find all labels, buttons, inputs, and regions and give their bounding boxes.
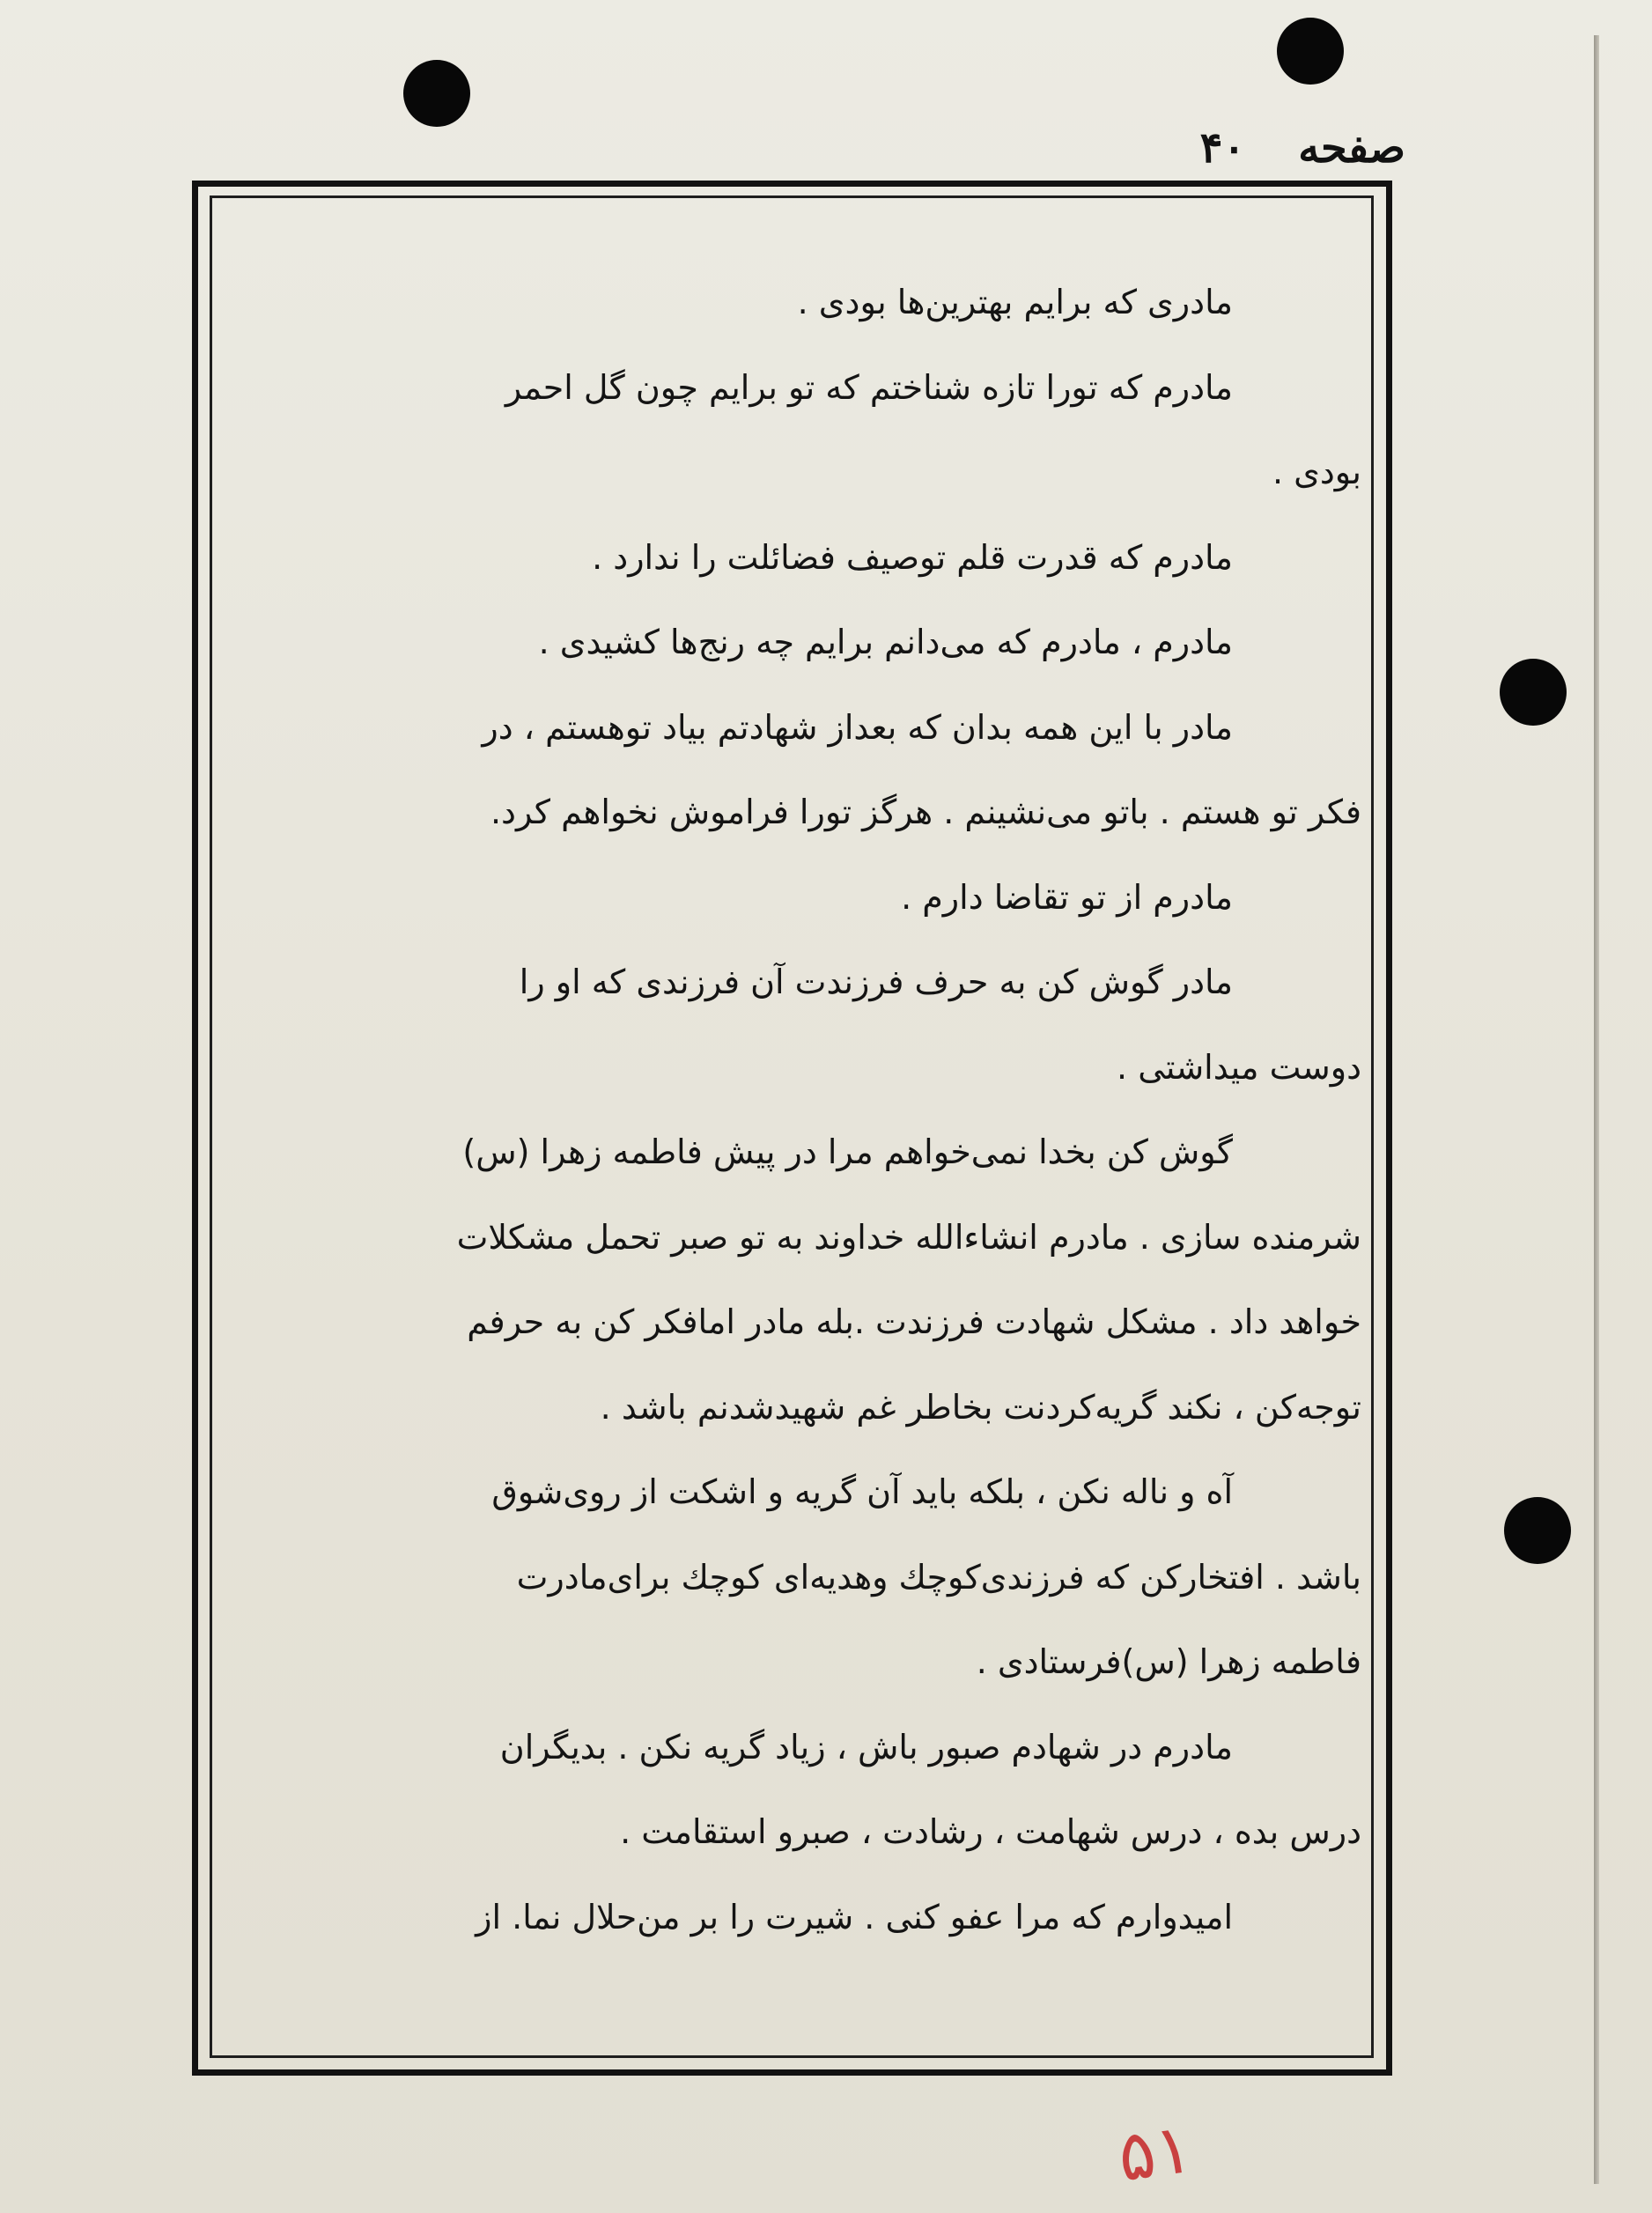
body-line: گوش کن بخدا نمی‌خواهم مرا در پیش فاطمه زهرا (س)	[462, 1132, 1233, 1171]
body-line: باشد . افتخارکن که فرزندی‌کوچك وهدیه‌ای کوچك برای‌مادرت	[516, 1557, 1361, 1597]
body-line: مادر گوش کن به حرف فرزندت آن فرزندی که او را	[519, 963, 1233, 1001]
body-line: مادرم که تورا تازه شناختم که تو برایم چون گل احمر	[505, 367, 1233, 407]
letter-body	[220, 260, 1365, 2039]
page-header	[1200, 123, 1405, 173]
handwritten-margin-mark: ۵۱	[1113, 2108, 1198, 2198]
page-edge-shadow	[1594, 35, 1599, 2184]
body-line: درس بده ، درس شهامت ، رشادت ، صبرو استقامت .	[620, 1812, 1361, 1851]
body-line: آه و ناله نکن ، بلکه باید آن گریه و اشکت از روی‌شوق	[491, 1472, 1233, 1511]
page-number: ۴۰	[1199, 123, 1246, 173]
body-line: بودی .	[1272, 453, 1361, 491]
body-line: مادر با این همه بدان که بعداز شهادتم بیاد توهستم ، در	[482, 707, 1233, 747]
body-line: فاطمه زهرا (س)فرستادی .	[976, 1642, 1361, 1681]
body-line: مادرم از تو تقاضا دارم .	[901, 877, 1233, 917]
body-line: مادرم ، مادرم که می‌دانم برایم چه رنج‌ها کشیدی .	[538, 623, 1233, 661]
body-line: مادرم که قدرت قلم توصیف فضائلت را ندارد .	[592, 537, 1233, 577]
punch-hole-top-right	[1277, 18, 1344, 85]
body-line: امیدوارم که مرا عفو کنی . شیرت را بر من‌حلال نما. از	[476, 1897, 1233, 1936]
body-line: فکر تو هستم . باتو می‌نشینم . هرگز تورا فراموش نخواهم کرد.	[490, 793, 1361, 831]
body-line: شرمنده سازی . مادرم انشاءالله خداوند به تو صبر تحمل مشکلات	[456, 1217, 1361, 1257]
punch-hole-right-lower	[1504, 1497, 1571, 1564]
body-line: خواهد داد . مشکل شهادت فرزندت .بله مادر امافکر کن به حرفم	[467, 1302, 1361, 1341]
body-line: مادری که برایم بهترین‌ها بودی .	[797, 283, 1233, 321]
body-line: توجه‌کن ، نکند گریه‌کردنت بخاطر غم شهیدشدنم باشد .	[600, 1387, 1361, 1427]
punch-hole-right-upper	[1500, 659, 1567, 726]
body-line: دوست میداشتی .	[1117, 1047, 1361, 1087]
punch-hole-top-left	[403, 60, 470, 127]
body-line: مادرم در شهادم صبور باش ، زیاد گریه نکن . بدیگران	[499, 1727, 1233, 1767]
page-label: صفحه	[1298, 123, 1405, 173]
